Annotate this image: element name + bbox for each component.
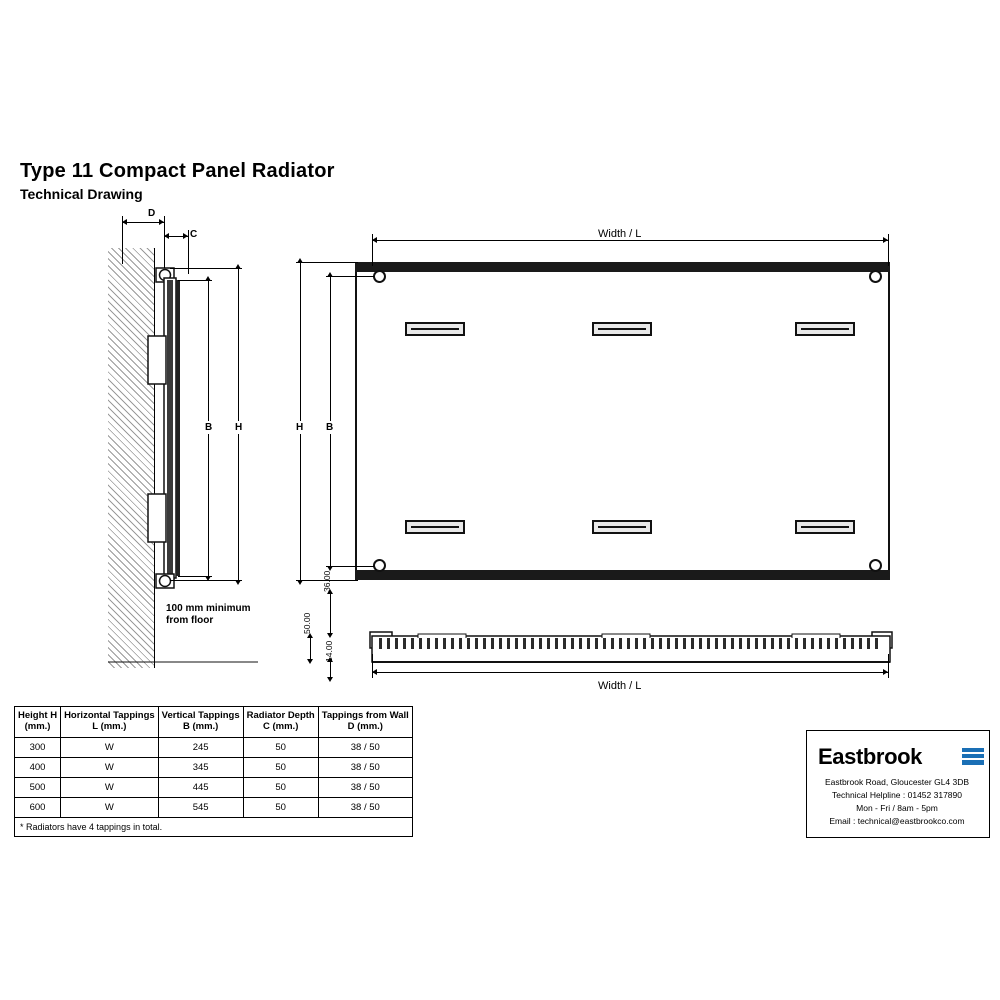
cell-tappings-from-wall: 38 / 50	[318, 757, 412, 777]
cell-height: 600	[15, 797, 61, 817]
cell-vertical-tappings: 345	[158, 757, 243, 777]
col-header-radiator-depth: Radiator Depth C (mm.)	[243, 707, 318, 738]
dim-B-front-ext-top	[326, 276, 374, 277]
tapping-bottom-left	[373, 559, 386, 572]
col-header-tappings-from-wall: Tappings from Wall D (mm.)	[318, 707, 412, 738]
dim-B-front-ext-bottom	[326, 566, 374, 567]
cell-horizontal-tappings: W	[61, 797, 159, 817]
dim-1400-arrow-bottom	[327, 677, 333, 682]
brand-email: Email : technical@eastbrookco.com	[829, 816, 965, 826]
table-footnote: * Radiators have 4 tappings in total.	[15, 817, 413, 836]
dim-width-top-ext-left	[372, 234, 373, 266]
dim-width-top-label: Width / L	[598, 228, 642, 240]
cell-height: 500	[15, 777, 61, 797]
col-header-vertical-tappings: Vertical Tappings B (mm.)	[158, 707, 243, 738]
cell-vertical-tappings: 545	[158, 797, 243, 817]
dim-B-front-label: B	[326, 422, 334, 433]
dim-3600-label: 36.00	[322, 570, 332, 592]
brand-hours: Mon - Fri / 8am - 5pm	[856, 803, 938, 813]
dim-H-side-ext-top	[170, 268, 242, 269]
dim-3600-line	[330, 592, 331, 636]
dim-D-ext-right	[164, 216, 165, 268]
front-view-bottom-rail	[355, 570, 890, 580]
cell-height: 400	[15, 757, 61, 777]
table-row	[15, 797, 413, 817]
cell-vertical-tappings: 245	[158, 737, 243, 757]
page-title: Type 11 Compact Panel Radiator	[20, 160, 335, 182]
dim-B-side-ext-bottom	[178, 576, 212, 577]
dim-5000-label: 50.00	[302, 612, 312, 634]
table-row	[15, 737, 413, 757]
dim-1400-label: 14.00	[324, 640, 334, 662]
col-header-horizontal-tappings: Horizontal Tappings L (mm.)	[61, 707, 159, 738]
brand-mark-icon	[962, 748, 984, 765]
table-footnote-row	[15, 817, 413, 836]
cell-horizontal-tappings: W	[61, 757, 159, 777]
cell-horizontal-tappings: W	[61, 737, 159, 757]
dim-width-bottom-label: Width / L	[598, 680, 642, 692]
tapping-top-right	[869, 270, 882, 283]
cell-tappings-from-wall: 38 / 50	[318, 737, 412, 757]
cell-radiator-depth: 50	[243, 757, 318, 777]
dim-5000-arrow-bottom	[307, 659, 313, 664]
cell-vertical-tappings: 445	[158, 777, 243, 797]
tapping-top-left	[373, 270, 386, 283]
cell-tappings-from-wall: 38 / 50	[318, 777, 412, 797]
dim-H-side-label: H	[235, 422, 243, 433]
table-row	[15, 777, 413, 797]
dim-width-bottom-ext-right	[888, 654, 889, 678]
dim-D-label: D	[148, 208, 156, 219]
dim-H-side-ext-bottom	[170, 580, 242, 581]
front-bracket-bottom-center	[592, 520, 652, 534]
front-view-top-grille	[355, 262, 890, 272]
table-header-row	[15, 707, 413, 738]
plan-view-radiator	[352, 622, 912, 682]
front-bracket-bottom-right	[795, 520, 855, 534]
table-row	[15, 757, 413, 777]
cell-horizontal-tappings: W	[61, 777, 159, 797]
col-header-height: Height H (mm.)	[15, 707, 61, 738]
dim-width-bottom-ext-left	[372, 654, 373, 678]
floor-note-line-2: from floor	[166, 615, 214, 626]
dim-3600-arrow-bottom	[327, 633, 333, 638]
brand-helpline: Technical Helpline : 01452 317890	[832, 790, 962, 800]
cell-tappings-from-wall: 38 / 50	[318, 797, 412, 817]
dim-H-front-ext-top	[296, 262, 358, 263]
spec-table	[14, 706, 413, 837]
brand-address: Eastbrook Road, Gloucester GL4 3DB	[824, 777, 970, 787]
dim-C-label: C	[190, 229, 198, 240]
dim-width-bottom-line	[372, 672, 888, 673]
dim-C-arrow-left	[164, 233, 169, 239]
dim-width-top-ext-right	[888, 234, 889, 266]
cell-radiator-depth: 50	[243, 777, 318, 797]
dim-D-line	[122, 222, 164, 223]
brand-name: Eastbrook	[818, 744, 922, 769]
tapping-bottom-right	[869, 559, 882, 572]
page-subtitle: Technical Drawing	[20, 186, 143, 202]
front-bracket-top-right	[795, 322, 855, 336]
dim-B-side-label: B	[205, 422, 213, 433]
front-bracket-bottom-left	[405, 520, 465, 534]
dim-width-top-line	[372, 240, 888, 241]
dim-H-front-label: H	[296, 422, 304, 433]
front-bracket-top-left	[405, 322, 465, 336]
dim-D-ext-left	[122, 216, 123, 264]
dim-B-side-ext-top	[178, 280, 212, 281]
cell-height: 300	[15, 737, 61, 757]
floor-note-line-1: 100 mm minimum	[166, 603, 251, 614]
cell-radiator-depth: 50	[243, 737, 318, 757]
front-bracket-top-center	[592, 322, 652, 336]
cell-radiator-depth: 50	[243, 797, 318, 817]
plan-view-fin-teeth	[374, 638, 878, 649]
